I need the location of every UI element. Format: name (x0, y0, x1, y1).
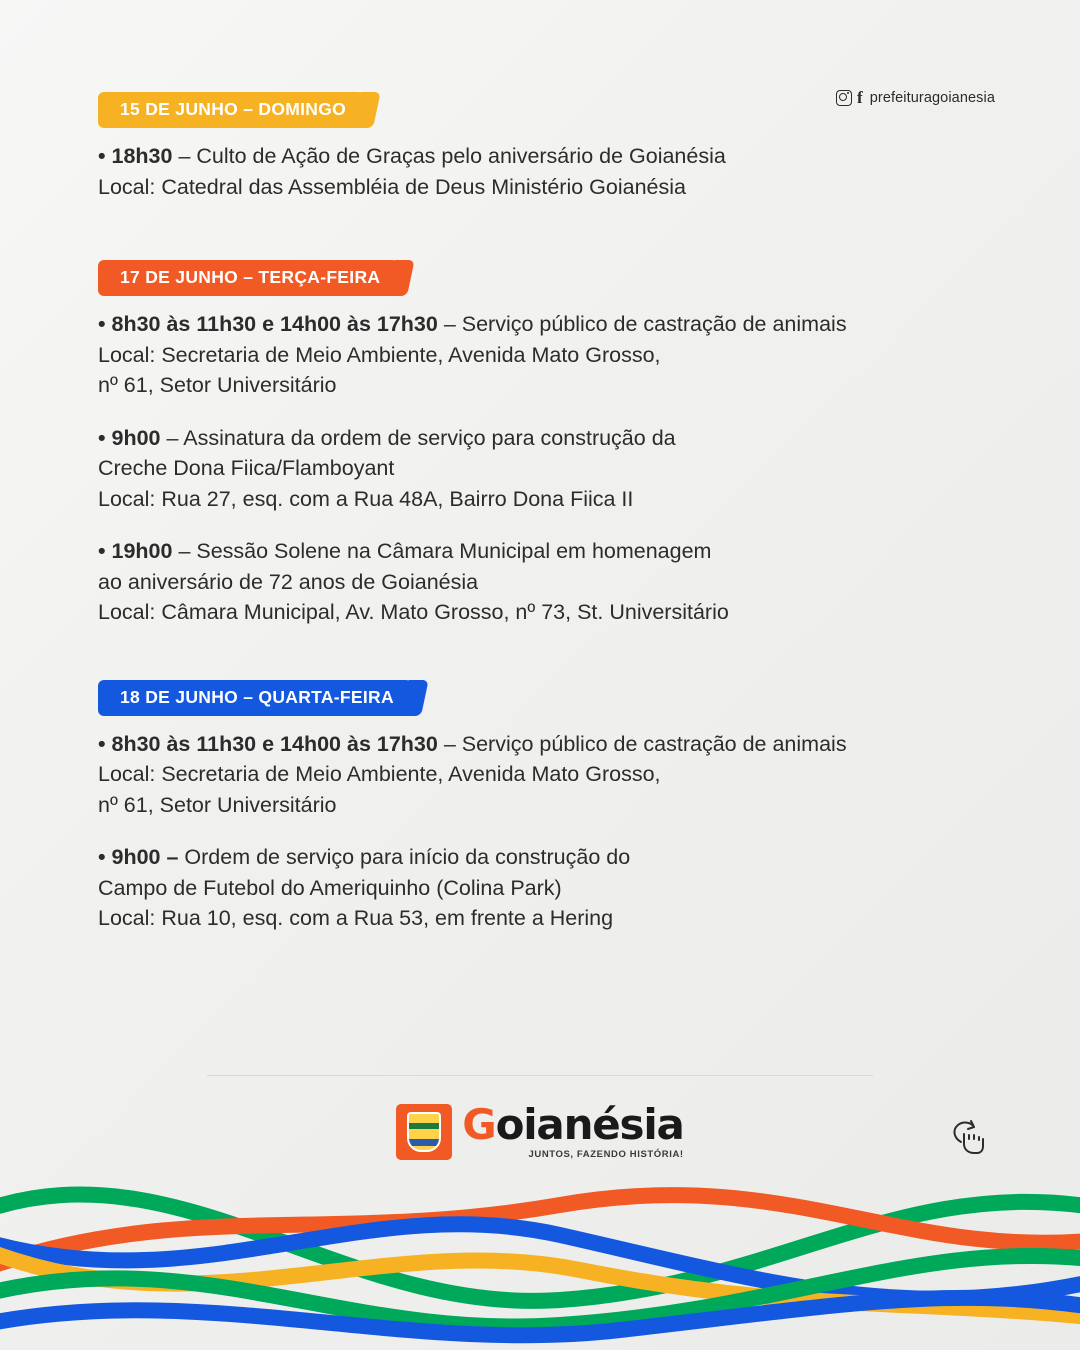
event-time: • 8h30 às 11h30 e 14h00 às 17h30 (98, 731, 438, 756)
event-time: • 19h00 (98, 539, 173, 564)
event-title: Ordem de serviço para início da construção do (178, 845, 631, 870)
event-title: – Serviço público de castração de animais (437, 731, 847, 756)
schedule-section-sunday (98, 89, 998, 202)
wave-decoration (0, 1120, 1080, 1350)
event-location-line: Local: Rua 27, esq. com a Rua 48A, Bairro Dona Fiica II (98, 486, 634, 511)
social-handle-text: prefeituragoianesia (869, 89, 995, 106)
event-entry (98, 842, 998, 934)
facebook-icon: f (856, 88, 863, 107)
schedule-section-tuesday (98, 260, 998, 628)
brand-name-rest: oianésia (495, 1100, 684, 1150)
event-location-line: nº 61, Setor Universitário (98, 373, 337, 398)
event-entry (98, 423, 998, 515)
event-location-line: Local: Secretaria de Meio Ambiente, Avenida Mato Grosso, (98, 342, 661, 367)
event-location-line: Local: Rua 10, esq. com a Rua 53, em frente a Hering (98, 906, 614, 931)
event-time: • 9h00 (98, 425, 161, 450)
day-badge-wednesday: 18 DE JUNHO – QUARTA-FEIRA (98, 680, 412, 716)
event-location-line: nº 61, Setor Universitário (98, 792, 337, 817)
brand-name-initial: G (462, 1100, 496, 1150)
event-location-line: Local: Secretaria de Meio Ambiente, Avenida Mato Grosso, (98, 762, 661, 787)
badge-wrap-wednesday (98, 680, 412, 729)
footer-divider (207, 1075, 873, 1076)
event-detail-line: Campo de Futebol do Ameriquinho (Colina Park) (98, 875, 562, 900)
event-time: • 8h30 às 11h30 e 14h00 às 17h30 (98, 312, 438, 337)
event-location-line: Local: Câmara Municipal, Av. Mato Grosso, nº 73, St. Universitário (98, 600, 729, 625)
schedule-content (98, 89, 998, 978)
event-detail-line: Creche Dona Fiica/Flamboyant (98, 456, 395, 481)
event-entry (98, 141, 998, 202)
event-entry (98, 729, 998, 821)
day-badge-sunday: 15 DE JUNHO – DOMINGO (98, 92, 364, 128)
event-title: – Sessão Solene na Câmara Municipal em homenagem (172, 539, 712, 564)
event-time: • 18h30 (98, 144, 173, 168)
event-entry (98, 536, 998, 628)
event-entry (98, 309, 998, 401)
event-title: – Culto de Ação de Graças pelo aniversário de Goianésia (172, 144, 726, 168)
brand-tagline: JUNTOS, FAZENDO HISTÓRIA! (528, 1149, 684, 1161)
day-badge-tuesday: 17 DE JUNHO – TERÇA-FEIRA (98, 260, 398, 296)
event-location-line: Local: Catedral das Assembléia de Deus Ministério Goianésia (98, 174, 686, 199)
event-time: • 9h00 – (98, 845, 179, 870)
event-title: – Assinatura da ordem de serviço para construção da (160, 425, 676, 450)
event-title: – Serviço público de castração de animais (437, 312, 847, 337)
badge-wrap-tuesday (98, 260, 398, 309)
badge-wrap-sunday (98, 92, 364, 141)
event-detail-line: ao aniversário de 72 anos de Goianésia (98, 569, 479, 594)
schedule-section-wednesday (98, 680, 998, 934)
